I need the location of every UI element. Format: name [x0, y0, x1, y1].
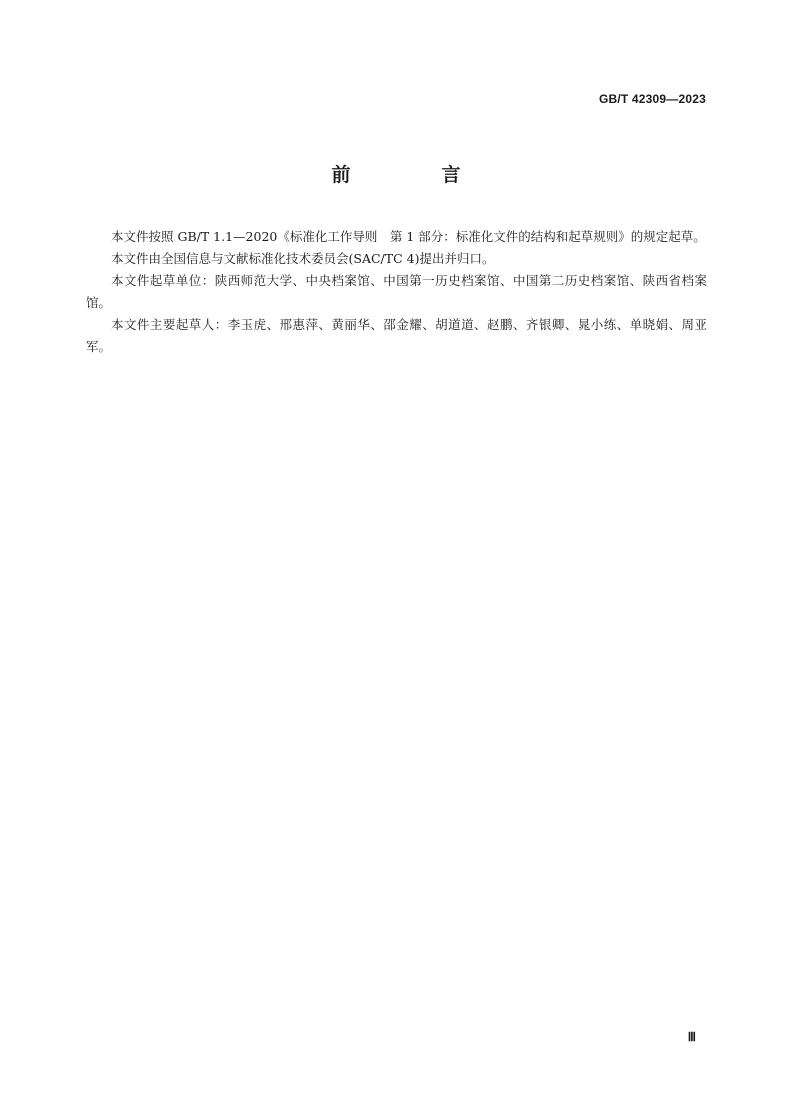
foreword-body — [86, 226, 707, 358]
page-number: Ⅲ — [687, 1030, 696, 1044]
page-title: 前 言 — [331, 164, 497, 186]
paragraph-drafting-rules: 本文件按照 GB/T 1.1—2020《标准化工作导则 第 1 部分：标准化文件的结构和起草规则》的规定起草。 — [111, 229, 706, 244]
paragraph-main-drafters: 本文件主要起草人：李玉虎、邢惠萍、黄丽华、邵金耀、胡道道、赵鹏、齐银卿、晁小练、单晓娟、周亚军。 — [86, 317, 707, 354]
paragraph-drafting-organizations: 本文件起草单位：陕西师范大学、中央档案馆、中国第一历史档案馆、中国第二历史档案馆、陕西省档案馆。 — [86, 273, 707, 310]
standard-code: GB/T 42309—2023 — [598, 92, 706, 106]
paragraph-proposing-committee: 本文件由全国信息与文献标准化技术委员会(SAC/TC 4)提出并归口。 — [111, 251, 495, 266]
